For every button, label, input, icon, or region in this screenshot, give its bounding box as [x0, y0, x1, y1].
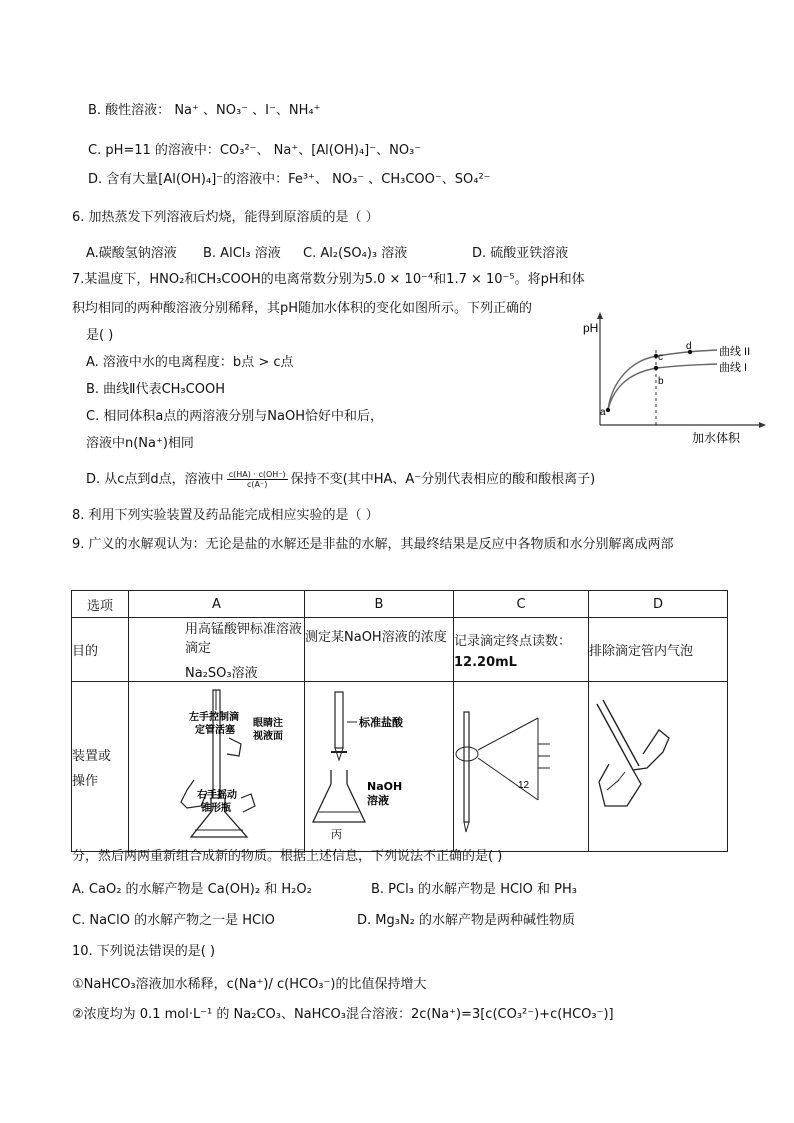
- q10-item-2: ②浓度均为 0.1 mol·L⁻¹ 的 Na₂CO₃、NaHCO₃混合溶液：2c(Na⁺)=3[c(CO₃²⁻)+c(HCO₃⁻)]: [72, 1007, 614, 1022]
- header-b: B: [305, 591, 454, 618]
- a-label-right-hand-1: 右手摇动: [197, 790, 237, 801]
- experiment-table: [71, 590, 728, 852]
- q7-stem-line3: 是( ): [86, 328, 114, 343]
- q8-stem: 8. 利用下列实验装置及药品能完成相应实验的是（ ）: [72, 508, 379, 523]
- a-label-eyes-1: 眼睛注: [253, 718, 283, 729]
- a-label-eyes-2: 视液面: [253, 731, 283, 742]
- point-a: [606, 408, 610, 412]
- magnifier-circle: [456, 747, 478, 761]
- device-label-line2: 操作: [72, 773, 99, 789]
- q7-option-c-line2: 溶液中n(Na⁺)相同: [86, 436, 194, 451]
- curve-ii-label: 曲线 II: [719, 346, 751, 358]
- purpose-label: 目的: [72, 618, 129, 682]
- conical-flask-b: [313, 770, 365, 822]
- a-label-right-hand-2: 锥形瓶: [201, 803, 231, 814]
- burette-tip-b: [335, 748, 343, 760]
- q7-fraction: [227, 470, 288, 489]
- point-b: [654, 366, 658, 370]
- device-d: [589, 682, 728, 852]
- b-label-hcl: 标准盐酸: [359, 716, 403, 729]
- burette-reading-illustration: [454, 682, 588, 847]
- table-purpose-row: [72, 618, 728, 682]
- burette-b: [335, 692, 343, 748]
- c-label-12: 12: [518, 780, 530, 791]
- purpose-c: [454, 618, 589, 682]
- header-c: C: [454, 591, 589, 618]
- right-hand-top-icon: [227, 738, 241, 756]
- q7-option-d: [86, 470, 595, 489]
- header-option: 选项: [72, 591, 129, 618]
- q6-option-d: D. 硫酸亚铁溶液: [472, 246, 569, 261]
- titration-hands-illustration: [129, 682, 304, 847]
- header-d: D: [589, 591, 728, 618]
- graph-x-label: 加水体积: [692, 431, 741, 445]
- titration-setup-illustration: [305, 682, 453, 847]
- graph-x-arrow: [759, 422, 766, 428]
- b-label-solution: 溶液: [367, 794, 389, 807]
- purpose-c-line2: 12.20mL: [454, 654, 517, 670]
- curve-i-line: [608, 364, 717, 410]
- q7-option-c-line1: C. 相同体积a点的两溶液分别与NaOH恰好中和后，: [86, 409, 384, 424]
- graph-y-label: pH: [583, 321, 599, 335]
- burette-d-side: [603, 700, 639, 766]
- point-c-label: c: [658, 352, 663, 363]
- q6-option-b: B. AlCl₃ 溶液: [203, 246, 281, 261]
- purpose-c-line1: 记录滴定终点读数：: [454, 633, 572, 649]
- q7-stem-line1: 7.某温度下，HNO₂和CH₃COOH的电离常数分别为5.0 × 10⁻⁴和1.7 × 10⁻⁵。将pH和体: [72, 272, 585, 287]
- q9-option-d: D. Mg₃N₂ 的水解产物是两种碱性物质: [357, 913, 576, 928]
- q9-stem-line2: 分，然后两两重新组合成新的物质。根据上述信息，下列说法不正确的是( ): [72, 849, 503, 864]
- point-d-label: d: [686, 341, 692, 352]
- b-label-naoh: NaOH: [367, 780, 403, 793]
- q7-stem-line2: 积均相同的两种酸溶液分别稀释，其pH随加水体积的变化如图所示。下列正确的: [72, 301, 533, 316]
- point-a-label: a: [600, 407, 606, 418]
- burette-d: [597, 704, 633, 770]
- purpose-a-line2: Na₂SO₃溶液: [185, 666, 258, 681]
- q9-option-a: A. CaO₂ 的水解产物是 Ca(OH)₂ 和 H₂O₂: [72, 882, 312, 897]
- header-a: A: [129, 591, 305, 618]
- q7-fraction-denominator: c(A⁻): [246, 480, 268, 489]
- table-header-row: [72, 591, 728, 618]
- q10-stem: 10. 下列说法错误的是( ): [72, 944, 216, 959]
- point-b-label: b: [658, 376, 664, 387]
- curve-i-label: 曲线 I: [719, 362, 748, 374]
- purpose-d: 排除滴定管内气泡: [589, 618, 728, 682]
- q7-option-d-post: 保持不变(其中HA、A⁻分别代表相应的酸和酸根离子): [290, 472, 596, 487]
- right-hand-icon: [241, 794, 255, 812]
- a-label-left-hand-1: 左手控制滴: [189, 712, 239, 723]
- q6-stem: 6. 加热蒸发下列溶液后灼烧，能得到原溶质的是（ ）: [72, 210, 379, 225]
- b-label-bing: 丙: [331, 828, 342, 841]
- q5-option-d: D. 含有大量[Al(OH)₄]⁻的溶液中：Fe³⁺、 NO₃⁻ 、CH₃COO⁻、SO₄²⁻: [88, 172, 491, 187]
- q7-option-a: A. 溶液中水的电离程度：b点 > c点: [86, 355, 294, 370]
- device-c: [454, 682, 589, 852]
- q7-option-d-pre: D. 从c点到d点，溶液中: [86, 472, 224, 487]
- zoom-line-bottom: [478, 758, 538, 800]
- q5-option-b: B. 酸性溶液： Na⁺ 、NO₃⁻ 、I⁻、NH₄⁺: [88, 103, 321, 118]
- device-b: [305, 682, 454, 852]
- q10-item-1: ①NaHCO₃溶液加水稀释，c(Na⁺)/ c(HCO₃⁻)的比值保持增大: [72, 977, 427, 992]
- burette-tip-c: [464, 822, 469, 832]
- purpose-a-line1: 用高锰酸钾标准溶液滴定: [185, 622, 303, 656]
- q7-option-b: B. 曲线Ⅱ代表CH₃COOH: [86, 382, 225, 397]
- purpose-b: 测定某NaOH溶液的浓度: [305, 618, 454, 682]
- finger-line-2: [607, 780, 619, 790]
- q9-stem-line1: 9. 广义的水解观认为：无论是盐的水解还是非盐的水解，其最终结果是反应中各物质和水分别解离成两部: [72, 537, 674, 552]
- device-a: [129, 682, 305, 852]
- device-label-line1: 装置或: [72, 748, 112, 764]
- ph-dilution-graph: [572, 310, 772, 450]
- table-device-row: [72, 682, 728, 852]
- purpose-a: [129, 618, 305, 682]
- q5-option-c: C. pH=11 的溶液中：CO₃²⁻、 Na⁺、[Al(OH)₄]⁻、NO₃⁻: [88, 143, 422, 158]
- zoom-line-top: [478, 718, 538, 750]
- q9-option-b: B. PCl₃ 的水解产物是 HClO 和 PH₃: [371, 882, 577, 897]
- graph-y-arrow: [597, 312, 603, 319]
- q6-option-c: C. Al₂(SO₄)₃ 溶液: [303, 246, 408, 261]
- q9-option-c: C. NaClO 的水解产物之一是 HClO: [72, 913, 275, 928]
- q7-fraction-numerator: c(HA) · c(OH⁻): [228, 470, 286, 479]
- a-label-left-hand-2: 定管活塞: [195, 725, 235, 736]
- device-label: [72, 682, 129, 852]
- q6-option-a: A.碳酸氢钠溶液: [86, 246, 177, 261]
- bubble-removal-illustration: [589, 682, 727, 847]
- burette-c: [464, 712, 469, 822]
